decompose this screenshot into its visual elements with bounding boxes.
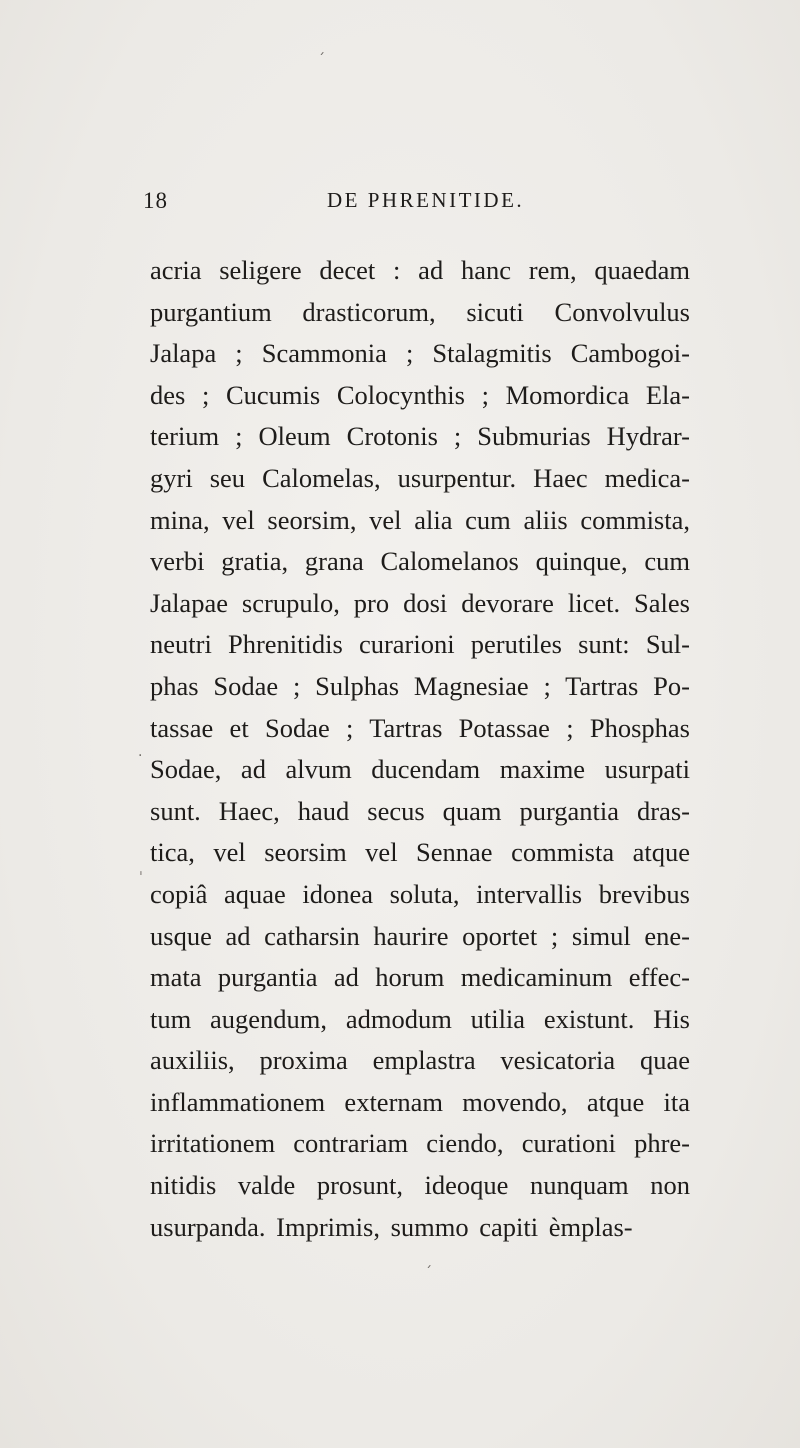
text-line: auxiliis, proxima emplastra vesicatoria quae <box>150 1045 690 1076</box>
text-line: terium ; Oleum Crotonis ; Submurias Hydrar- <box>150 421 690 452</box>
text-line: inflammationem externam movendo, atque ita <box>150 1086 690 1117</box>
text-line: verbi gratia, grana Calomelanos quinque, cum <box>150 546 690 577</box>
text-line: tassae et Sodae ; Tartras Potassae ; Phosphas <box>150 712 690 743</box>
text-line: copiâ aquae idonea soluta, intervallis brevibus <box>150 878 690 909</box>
text-line: Jalapae scrupulo, pro dosi devorare licet. Sales <box>150 587 690 618</box>
text-line: phas Sodae ; Sulphas Magnesiae ; Tartras Po- <box>150 670 690 701</box>
text-line: Jalapa ; Scammonia ; Stalagmitis Cambogoi- <box>150 338 690 369</box>
text-line: gyri seu Calomelas, usurpentur. Haec medica- <box>150 462 690 493</box>
text-line: tum augendum, admodum utilia existunt. His <box>150 1003 690 1034</box>
text-line: des ; Cucumis Colocynthis ; Momordica Ela- <box>150 379 690 410</box>
text-line: mata purgantia ad horum medicaminum effec- <box>150 962 690 993</box>
paper-speck: ˊ <box>318 52 325 68</box>
text-line: neutri Phrenitidis curarioni perutiles sunt: Sul- <box>150 629 690 660</box>
body-text <box>150 250 690 1248</box>
text-line: Sodae, ad alvum ducendam maxime usurpati <box>150 754 690 785</box>
text-line: mina, vel seorsim, vel alia cum aliis commista, <box>150 504 690 535</box>
page-number: 18 <box>143 188 168 213</box>
text-line: tica, vel seorsim vel Sennae commista atque <box>150 837 690 868</box>
text-line: sunt. Haec, haud secus quam purgantia dras- <box>150 795 690 826</box>
paper-speck: · <box>138 748 143 764</box>
text-line: usque ad catharsin haurire oportet ; simul ene- <box>150 920 690 951</box>
text-line: purgantium drasticorum, sicuti Convolvulus <box>150 296 690 327</box>
running-title: DE PHRENITIDE. <box>327 188 525 212</box>
running-head <box>0 188 800 220</box>
text-line: nitidis valde prosunt, ideoque nunquam non <box>150 1170 690 1201</box>
paper-speck: ˈ <box>139 870 143 886</box>
text-line: irritationem contrariam ciendo, curationi phre- <box>150 1128 690 1159</box>
paper-speck: ˊ <box>425 1265 432 1281</box>
text-line: acria seligere decet : ad hanc rem, quaedam <box>150 255 690 285</box>
text-line: usurpanda. Imprimis, summo capiti èmplas- <box>150 1211 633 1242</box>
